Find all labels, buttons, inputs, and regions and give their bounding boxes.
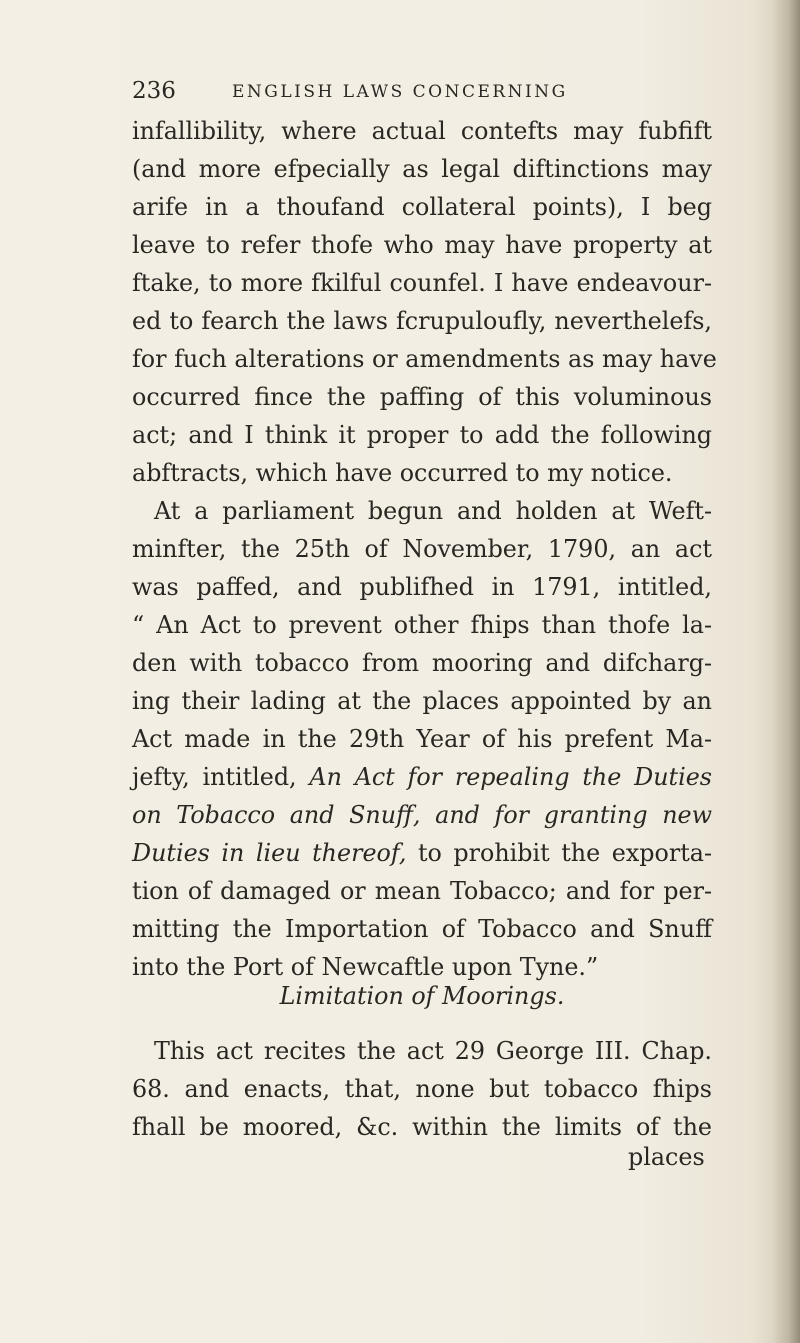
text-line: infallibility, where actual contefts may fubfift	[132, 117, 712, 145]
act-title-italic: and for granting new	[420, 801, 712, 829]
text-line: into the Port of Newcaftle upon Tyne.”	[132, 953, 599, 981]
text-line: arife in a thoufand collateral points), I beg	[132, 193, 712, 221]
catchword: places	[628, 1143, 705, 1171]
text-line	[132, 796, 712, 834]
text-line: occurred fince the paffing of this voluminous	[132, 383, 712, 411]
text-line: was paffed, and publifhed in 1791, intitled,	[132, 573, 712, 601]
body-text-continued	[132, 1032, 712, 1146]
text-line: This act recites the act 29 George III. Chap.	[154, 1037, 712, 1065]
text-line: minfter, the 25th of November, 1790, an act	[132, 535, 712, 563]
running-title: ENGLISH LAWS CONCERNING	[232, 82, 568, 102]
text-line: abftracts, which have occurred to my notice.	[132, 459, 673, 487]
text-line: mitting the Importation of Tobacco and Snuff	[132, 915, 712, 943]
act-title-italic: An Act for repealing the Duties	[309, 763, 712, 791]
act-title-italic: Duties in lieu thereof,	[132, 839, 407, 867]
text-line: tion of damaged or mean Tobacco; and for per-	[132, 877, 712, 905]
text-line: 68. and enacts, that, none but tobacco fhips	[132, 1075, 712, 1103]
page-number: 236	[132, 78, 176, 104]
text-line: ed to fearch the laws fcrupuloufly, neverthelefs,	[132, 307, 712, 335]
text-line: ftake, to more fkilful counfel. I have endeavour-	[132, 269, 712, 297]
text-line: for fuch alterations or amendments as may have	[132, 345, 717, 373]
text-line: (and more efpecially as legal diftinctions may	[132, 155, 712, 183]
body-text	[132, 112, 717, 986]
text-line: fhall be moored, &c. within the limits of the	[132, 1113, 712, 1141]
text-line	[132, 834, 712, 872]
section-heading: Limitation of Moorings.	[279, 982, 565, 1010]
text-run: jefty, intitled,	[132, 763, 310, 791]
text-line: ing their lading at the places appointed by an	[132, 687, 712, 715]
act-title-italic: on Tobacco and Snuff,	[132, 801, 421, 829]
page-edge-shadow	[772, 0, 800, 1343]
text-line: leave to refer thofe who may have property at	[132, 231, 712, 259]
text-line: den with tobacco from mooring and difcharg-	[132, 649, 712, 677]
text-line	[132, 758, 712, 796]
text-line: Act made in the 29th Year of his prefent Ma-	[132, 725, 712, 753]
text-line: act; and I think it proper to add the following	[132, 421, 712, 449]
text-line: At a parliament begun and holden at Weft-	[154, 497, 712, 525]
text-line: “ An Act to prevent other fhips than thofe la-	[132, 611, 712, 639]
text-run: to prohibit the exporta-	[406, 839, 712, 867]
